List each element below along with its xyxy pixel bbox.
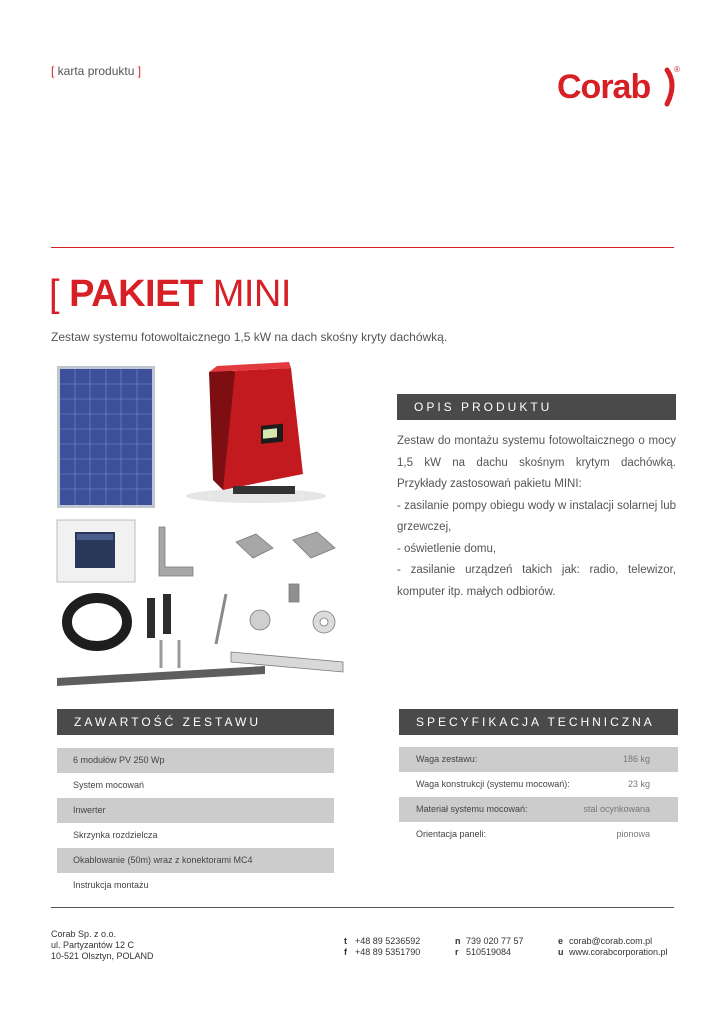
phone-f: +48 89 5351790: [355, 947, 421, 957]
contents-list: [57, 748, 334, 898]
registered-mark: ®: [674, 65, 680, 74]
spec-value: 186 kg: [622, 754, 650, 764]
description-paragraph: - zasilanie urządzeń takich jak: radio, telewizor, komputer itp. małych odbiorów.: [397, 564, 676, 598]
solar-panel-image: [57, 366, 155, 508]
list-item: System mocowań: [73, 780, 145, 790]
page-subtitle: Zestaw systemu fotowoltaicznego 1,5 kW na dach skośny kryty dachówką.: [51, 330, 448, 344]
top-divider: [51, 247, 674, 248]
spec-label: Waga zestawu:: [416, 754, 478, 764]
product-description: [397, 431, 676, 603]
email-link[interactable]: corab@corab.com.pl: [569, 936, 653, 946]
number-n: 739 020 77 57: [466, 936, 524, 946]
table-row: [399, 797, 678, 822]
distribution-box-image: [57, 520, 135, 582]
product-card-tag: [ karta produktu ]: [51, 64, 142, 78]
list-item: 6 modułów PV 250 Wp: [57, 748, 334, 773]
spec-value: stal ocynkowana: [583, 804, 650, 814]
description-paragraph: - oświetlenie domu,: [397, 542, 497, 555]
table-row: [399, 822, 678, 847]
perforated-strip-image: [57, 666, 265, 686]
footer-divider: [51, 907, 674, 908]
footer-contact: e corab@corab.com.pl u www.corabcorporation.pl: [558, 936, 668, 957]
inverter-image: [186, 362, 326, 503]
spec-label: Orientacja paneli:: [416, 829, 487, 839]
footer-numbers: n 739 020 77 57 r 510519084: [455, 936, 524, 957]
company-street: ul. Partyzantów 12 C: [51, 940, 135, 950]
table-row: [399, 747, 678, 772]
spec-value: pionowa: [616, 829, 650, 839]
footer-address: [51, 929, 154, 962]
spec-label: Waga konstrukcji (systemu mocowań):: [416, 779, 570, 789]
list-item: Instrukcja montażu: [73, 880, 149, 890]
website-link[interactable]: www.corabcorporation.pl: [569, 947, 668, 957]
description-paragraph: Zestaw do montażu systemu fotowoltaicznego o mocy 1,5 kW na dachu skośnym krytym dachówką. Przykłady zastosowań pakietu MINI:: [397, 435, 676, 490]
spec-value: 23 kg: [627, 779, 650, 789]
number-r: 510519084: [466, 947, 512, 957]
company-name: Corab Sp. z o.o.: [51, 929, 117, 939]
logo-text: Corab: [557, 68, 651, 106]
footer-phones: t +48 89 5236592 f +48 89 5351790: [344, 936, 421, 957]
corab-logo: [555, 62, 683, 108]
company-city: 10-521 Olsztyn, POLAND: [51, 951, 154, 961]
list-item: Okablowanie (50m) wraz z konektorami MC4: [57, 848, 334, 873]
contents-heading: ZAWARTOŚĆ ZESTAWU: [57, 709, 334, 735]
cable-coil-image: [67, 594, 171, 646]
phone-t: +48 89 5236592: [355, 936, 421, 946]
description-paragraph: - zasilanie pompy obiegu wody w instalacji solarnej lub grzewczej,: [397, 499, 676, 533]
specs-heading: SPECYFIKACJA TECHNICZNA: [399, 709, 678, 735]
list-item: Inwerter: [57, 798, 334, 823]
spec-label: Materiał systemu mocowań:: [416, 804, 528, 814]
mounting-hardware-image: [159, 527, 343, 672]
page-title: [ PAKIET MINI: [49, 273, 291, 315]
description-heading: OPIS PRODUKTU: [397, 394, 676, 420]
table-row: [399, 772, 678, 797]
specs-table: [399, 747, 678, 847]
list-item: Skrzynka rozdzielcza: [73, 830, 158, 840]
product-images: [51, 362, 351, 692]
